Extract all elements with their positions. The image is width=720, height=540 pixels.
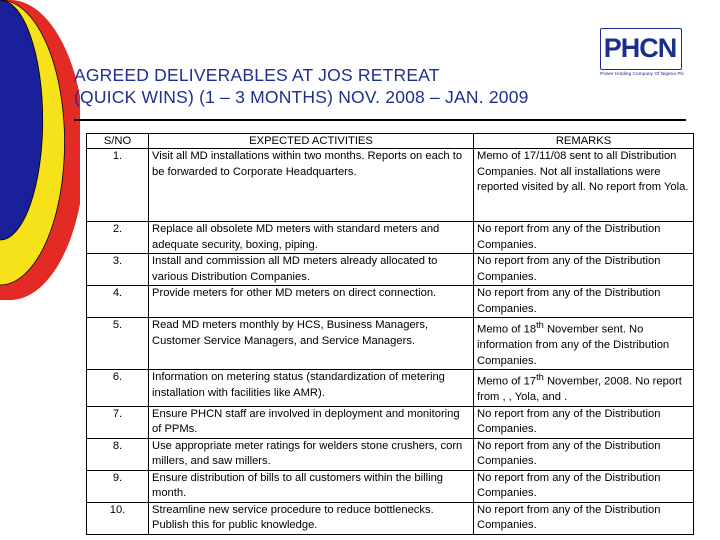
row-sno: 8. — [87, 438, 149, 470]
row-sno: 1. — [87, 149, 149, 222]
header-sno: S/NO — [87, 134, 149, 149]
row-remark — [474, 370, 694, 407]
logo-tagline: Power Holding Company Of Nigeria Plc — [600, 72, 684, 77]
row-sno: 4. — [87, 286, 149, 318]
row-remark: No report from any of the Distribution Companies. — [474, 470, 694, 502]
table-row — [87, 286, 694, 318]
phcn-logo — [600, 28, 684, 78]
table-row — [87, 438, 694, 470]
remark-text: Memo of 17 — [477, 375, 537, 388]
row-sno: 7. — [87, 406, 149, 438]
row-activity: Ensure distribution of bills to all customers within the billing month. — [149, 470, 474, 502]
row-activity: Visit all MD installations within two months. Reports on each to be forwarded to Corporate Headquarters. — [149, 149, 474, 222]
row-activity: Install and commission all MD meters already allocated to various Distribution Companies. — [149, 254, 474, 286]
row-sno: 5. — [87, 318, 149, 370]
table-row — [87, 370, 694, 407]
row-remark: No report from any of the Distribution Companies. — [474, 406, 694, 438]
row-remark: No report from any of the Distribution Companies. — [474, 502, 694, 534]
title-line-2: (QUICK WINS) (1 – 3 MONTHS) NOV. 2008 – JAN. 2009 — [74, 87, 529, 107]
row-activity: Read MD meters monthly by HCS, Business Managers, Customer Service Managers, and Service Managers. — [149, 318, 474, 370]
logo-wordmark: PHCN — [603, 33, 677, 63]
row-activity: Information on metering status (standardization of metering installation with facilities like AMR). — [149, 370, 474, 407]
ordinal-suffix: th — [536, 320, 544, 330]
row-sno: 6. — [87, 370, 149, 407]
row-sno: 2. — [87, 222, 149, 254]
row-remark: No report from any of the Distribution Companies. — [474, 438, 694, 470]
header-remarks: REMARKS — [474, 134, 694, 149]
row-sno: 10. — [87, 502, 149, 534]
slide-title — [74, 64, 634, 108]
title-underline — [74, 119, 686, 121]
table-row — [87, 406, 694, 438]
row-sno: 9. — [87, 470, 149, 502]
row-remark: No report from any of the Distribution Companies. — [474, 286, 694, 318]
remark-text: November sent. No information from any of the Distribution Companies. — [477, 323, 670, 367]
header-activities: EXPECTED ACTIVITIES — [149, 134, 474, 149]
row-activity: Provide meters for other MD meters on direct connection. — [149, 286, 474, 318]
table-header-row — [87, 134, 694, 149]
table-row — [87, 222, 694, 254]
deliverables-table — [86, 133, 694, 535]
remark-text: November, 2008. No report from , , Yola, and . — [477, 375, 682, 404]
table-row — [87, 318, 694, 370]
row-remark — [474, 318, 694, 370]
row-remark: No report from any of the Distribution Companies. — [474, 254, 694, 286]
row-activity: Ensure PHCN staff are involved in deployment and monitoring of PPMs. — [149, 406, 474, 438]
decorative-arc-graphic — [0, 0, 80, 300]
title-line-1: AGREED DELIVERABLES AT JOS RETREAT — [74, 65, 440, 85]
table-row — [87, 254, 694, 286]
table-row — [87, 470, 694, 502]
row-remark: Memo of 17/11/08 sent to all Distribution Companies. Not all installations were reported visited by all. No report from Yola. — [474, 149, 694, 222]
row-activity: Replace all obsolete MD meters with standard meters and adequate security, boxing, piping. — [149, 222, 474, 254]
table-row — [87, 502, 694, 534]
row-remark: No report from any of the Distribution Companies. — [474, 222, 694, 254]
table-row — [87, 149, 694, 222]
ordinal-suffix: th — [536, 372, 544, 383]
row-sno: 3. — [87, 254, 149, 286]
row-activity: Use appropriate meter ratings for welders stone crushers, corn millers, and saw millers. — [149, 438, 474, 470]
row-activity: Streamline new service procedure to reduce bottlenecks. Publish this for public knowledge. — [149, 502, 474, 534]
remark-text: Memo of 18 — [477, 323, 537, 336]
